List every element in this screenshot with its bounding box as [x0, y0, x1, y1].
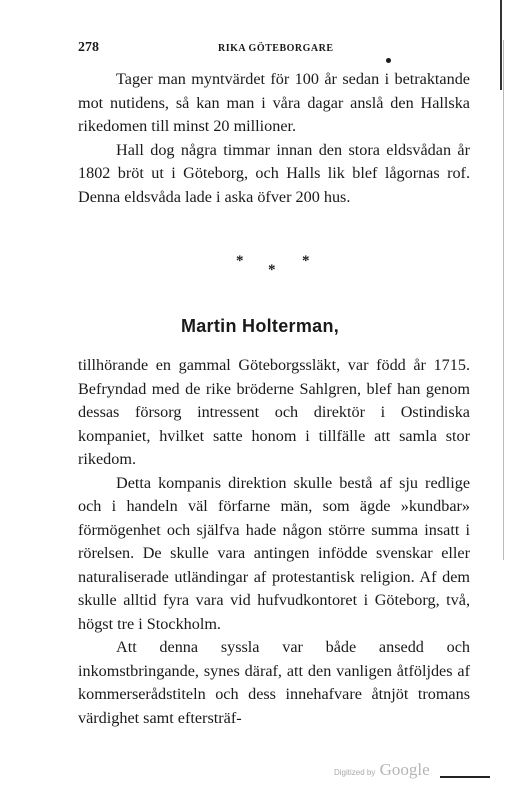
section-2-text — [78, 354, 470, 730]
separator-star: * — [268, 262, 276, 278]
paragraph: Detta kompanis direktion skulle bestå af sju redlige och i handeln väl förfarne män, som ägde »kundbar» förmögenhet och själfva hade någon större summa insatt i rörelsen. De skulle vara antingen infödde svenskar eller naturaliserade utländingar af protestantisk religion. Af dem skulle alltid fyra vara vid hufvudkontoret i Göteborg, två, högst tre i Stockholm. — [78, 473, 470, 633]
paragraph: Hall dog några timmar innan den stora eldsvådan år 1802 bröt ut i Göteborg, och Halls lik blef lågornas rof. Denna eldsvåda lade i aska öfver 200 hus. — [78, 140, 470, 206]
paragraph: Att denna syssla var både ansedd och inkomstbringande, synes däraf, att den vanligen åtföljdes af kommerserådstiteln och dess innehafvare åtnjöt tromans värdighet samt eftersträf- — [78, 638, 470, 727]
running-head: RIKA GÖTEBORGARE — [218, 43, 334, 54]
section-separator — [230, 253, 320, 283]
separator-star: * — [302, 253, 310, 269]
paragraph: Tager man myntvärdet för 100 år sedan i betraktande mot nutidens, så kan man i våra dagar anslå den Hallska rikedomen till minst 20 millioner. — [78, 70, 470, 135]
footer-rule — [440, 776, 490, 778]
section-1-text — [78, 68, 470, 209]
google-logo-text: Google — [379, 760, 430, 779]
page-number: 278 — [78, 40, 99, 55]
separator-star: * — [236, 253, 244, 269]
page-edge-line — [500, 0, 502, 90]
digitized-watermark — [334, 760, 430, 780]
page-edge-shadow — [503, 40, 504, 560]
digitized-label: Digitized by — [334, 768, 376, 777]
ink-dot — [386, 58, 391, 63]
paragraph: tillhörande en gammal Göteborgssläkt, var född år 1715. Befryndad med de rike bröderne Sahlgren, blef han genom dessas försorg intressent och direktör i Ostindiska kompaniet, hvilket satte honom i tillfälle att samla stor rikedom. — [78, 356, 470, 468]
section-heading: Martin Holterman, — [180, 316, 340, 336]
